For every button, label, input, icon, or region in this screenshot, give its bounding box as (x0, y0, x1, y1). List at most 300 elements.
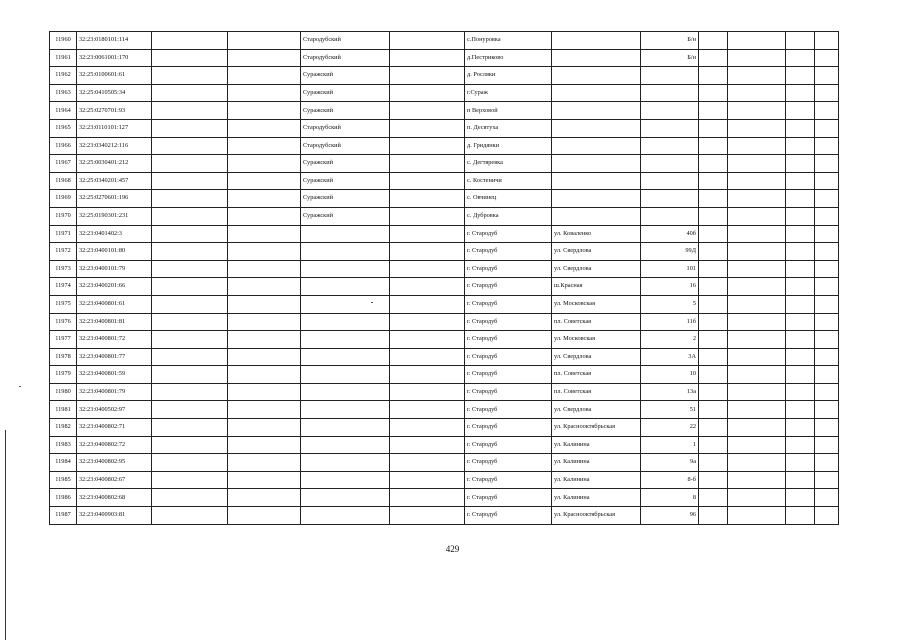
cell-cadastral-number: 32:23:0340212:116 (77, 137, 152, 155)
cell-empty (228, 190, 301, 208)
cell-house-number: 40б (641, 225, 699, 243)
table-row (50, 84, 839, 102)
cell-empty (228, 49, 301, 67)
cell-house-number: 101 (641, 260, 699, 278)
cell-settlement: г. Стародуб (465, 331, 552, 349)
table-row (50, 436, 839, 454)
cell-empty (228, 260, 301, 278)
cell-row-number: 11962 (50, 67, 77, 85)
cell-settlement: г. Стародуб (465, 436, 552, 454)
cell-empty (152, 383, 228, 401)
table-row (50, 225, 839, 243)
cell-empty (228, 331, 301, 349)
cell-street (552, 172, 641, 190)
cell-street (552, 67, 641, 85)
cell-cadastral-number: 32:23:0400801:59 (77, 366, 152, 384)
cell-cadastral-number: 32:25:0270701:93 (77, 102, 152, 120)
table-row (50, 348, 839, 366)
cell-street (552, 49, 641, 67)
cell-empty (815, 331, 839, 349)
cell-settlement: с. Дубровка (465, 207, 552, 225)
cell-street: ул. Свердлова (552, 348, 641, 366)
cell-cadastral-number: 32:23:0061001:170 (77, 49, 152, 67)
cell-settlement: г. Стародуб (465, 401, 552, 419)
cell-empty (815, 102, 839, 120)
cell-row-number: 11984 (50, 454, 77, 472)
cell-empty (152, 436, 228, 454)
cell-cadastral-number: 32:25:0190301:231 (77, 207, 152, 225)
cell-cadastral-number: 32:25:0270601:196 (77, 190, 152, 208)
cell-district: Стародубский (301, 49, 390, 67)
cell-district: Суражский (301, 102, 390, 120)
cell-settlement: г. Стародуб (465, 348, 552, 366)
cell-district: Суражский (301, 155, 390, 173)
cell-empty (228, 383, 301, 401)
cell-row-number: 11960 (50, 32, 77, 50)
cell-empty (228, 137, 301, 155)
cell-empty (152, 348, 228, 366)
cell-empty (390, 49, 465, 67)
cell-empty (815, 67, 839, 85)
cell-house-number: Б/н (641, 49, 699, 67)
cell-cadastral-number: 32:23:0400903:81 (77, 507, 152, 525)
cell-empty (390, 331, 465, 349)
cell-empty (152, 84, 228, 102)
cell-empty (728, 366, 786, 384)
cell-empty (152, 366, 228, 384)
table-row (50, 102, 839, 120)
cell-district (301, 348, 390, 366)
cell-district (301, 331, 390, 349)
cell-cadastral-number: 32:23:0400802:67 (77, 471, 152, 489)
cell-cadastral-number: 32:23:0400201:66 (77, 278, 152, 296)
cell-settlement: г. Стародуб (465, 383, 552, 401)
cell-street: ул. Калинина (552, 454, 641, 472)
cell-street: ш.Красная (552, 278, 641, 296)
cell-settlement: д. Гридянки (465, 137, 552, 155)
cell-empty (699, 401, 728, 419)
cell-empty (390, 313, 465, 331)
cell-row-number: 11987 (50, 507, 77, 525)
cell-settlement: г. Стародуб (465, 471, 552, 489)
cell-empty (728, 155, 786, 173)
cell-empty (786, 348, 815, 366)
cell-house-number: 99Д (641, 243, 699, 261)
cell-cadastral-number: 32:23:0400802:68 (77, 489, 152, 507)
cell-empty (815, 278, 839, 296)
cell-empty (786, 102, 815, 120)
cell-cadastral-number: 32:23:0400801:72 (77, 331, 152, 349)
cell-empty (152, 278, 228, 296)
cell-empty (228, 419, 301, 437)
cell-empty (728, 172, 786, 190)
cell-house-number: 11б (641, 313, 699, 331)
cell-empty (786, 207, 815, 225)
cell-empty (728, 348, 786, 366)
cell-house-number: 13а (641, 383, 699, 401)
cell-empty (728, 383, 786, 401)
cell-house-number: 1 (641, 436, 699, 454)
cell-empty (728, 295, 786, 313)
cell-empty (815, 419, 839, 437)
cell-settlement: г. Стародуб (465, 295, 552, 313)
cell-house-number (641, 84, 699, 102)
cell-empty (786, 366, 815, 384)
cell-row-number: 11964 (50, 102, 77, 120)
cell-empty (152, 419, 228, 437)
cell-empty (390, 401, 465, 419)
table-row (50, 260, 839, 278)
table-row (50, 243, 839, 261)
cell-street: ул. Калинина (552, 436, 641, 454)
cell-empty (699, 419, 728, 437)
table-row (50, 489, 839, 507)
cell-empty (152, 401, 228, 419)
cell-district: Стародубский (301, 119, 390, 137)
cell-empty (390, 172, 465, 190)
cell-district (301, 366, 390, 384)
cell-empty (815, 243, 839, 261)
cell-empty (786, 172, 815, 190)
cell-house-number (641, 119, 699, 137)
cell-empty (390, 489, 465, 507)
cell-empty (699, 207, 728, 225)
cell-district (301, 419, 390, 437)
cell-empty (786, 137, 815, 155)
cell-empty (786, 225, 815, 243)
cell-district: Суражский (301, 207, 390, 225)
cell-empty (152, 67, 228, 85)
cell-empty (815, 137, 839, 155)
cell-empty (699, 49, 728, 67)
table-row (50, 471, 839, 489)
cell-district (301, 471, 390, 489)
scan-edge-line (5, 430, 6, 640)
cell-empty (390, 225, 465, 243)
cell-house-number: 96 (641, 507, 699, 525)
cell-empty (228, 507, 301, 525)
cell-settlement: г. Стародуб (465, 507, 552, 525)
cell-empty (228, 119, 301, 137)
cell-empty (390, 348, 465, 366)
cell-empty (786, 243, 815, 261)
cell-empty (390, 278, 465, 296)
cell-empty (728, 102, 786, 120)
cell-empty (152, 507, 228, 525)
cell-house-number (641, 190, 699, 208)
cell-empty (228, 489, 301, 507)
cell-empty (786, 507, 815, 525)
scan-speck (19, 386, 21, 387)
cell-empty (786, 436, 815, 454)
cell-empty (228, 225, 301, 243)
cell-empty (390, 32, 465, 50)
cell-cadastral-number: 32:23:0180101:114 (77, 32, 152, 50)
cell-empty (815, 366, 839, 384)
cell-empty (815, 119, 839, 137)
cell-cadastral-number: 32:25:0410505:34 (77, 84, 152, 102)
cell-empty (786, 331, 815, 349)
table-row (50, 119, 839, 137)
cell-empty (152, 207, 228, 225)
cell-empty (390, 155, 465, 173)
cell-empty (815, 207, 839, 225)
registry-table (49, 31, 839, 525)
cell-house-number (641, 207, 699, 225)
cell-house-number: 16 (641, 278, 699, 296)
cell-empty (390, 207, 465, 225)
cell-street (552, 102, 641, 120)
cell-empty (699, 331, 728, 349)
cell-house-number: 8-б (641, 471, 699, 489)
cell-street: ул. Калинина (552, 489, 641, 507)
cell-cadastral-number: 32:23:0400801:61 (77, 295, 152, 313)
table-row (50, 155, 839, 173)
registry-table-body (50, 32, 839, 525)
cell-empty (390, 243, 465, 261)
cell-empty (786, 155, 815, 173)
cell-district (301, 401, 390, 419)
cell-settlement: д. Росляки (465, 67, 552, 85)
table-row (50, 172, 839, 190)
cell-cadastral-number: 32:25:0100601:61 (77, 67, 152, 85)
cell-settlement: г. Стародуб (465, 313, 552, 331)
scan-speck (371, 302, 373, 303)
cell-empty (152, 260, 228, 278)
cell-row-number: 11965 (50, 119, 77, 137)
cell-district (301, 454, 390, 472)
cell-row-number: 11974 (50, 278, 77, 296)
cell-empty (815, 507, 839, 525)
cell-cadastral-number: 32:23:0400802:72 (77, 436, 152, 454)
table-row (50, 67, 839, 85)
cell-row-number: 11977 (50, 331, 77, 349)
table-row (50, 313, 839, 331)
cell-district: Стародубский (301, 137, 390, 155)
cell-street (552, 155, 641, 173)
cell-settlement: г. Стародуб (465, 454, 552, 472)
cell-street: пл. Советская (552, 366, 641, 384)
cell-district: Суражский (301, 172, 390, 190)
cell-empty (815, 348, 839, 366)
cell-empty (228, 172, 301, 190)
cell-empty (228, 401, 301, 419)
cell-empty (815, 313, 839, 331)
table-row (50, 278, 839, 296)
cell-row-number: 11979 (50, 366, 77, 384)
cell-settlement: г. Стародуб (465, 260, 552, 278)
cell-house-number: Б/н (641, 32, 699, 50)
cell-empty (390, 119, 465, 137)
cell-district (301, 243, 390, 261)
cell-street (552, 137, 641, 155)
cell-empty (815, 383, 839, 401)
cell-cadastral-number: 32:23:0400101:79 (77, 260, 152, 278)
cell-row-number: 11963 (50, 84, 77, 102)
cell-empty (390, 67, 465, 85)
cell-settlement: г. Стародуб (465, 489, 552, 507)
cell-empty (699, 348, 728, 366)
cell-empty (390, 190, 465, 208)
cell-house-number: 3А (641, 348, 699, 366)
cell-house-number: 22 (641, 419, 699, 437)
cell-empty (728, 436, 786, 454)
cell-empty (699, 436, 728, 454)
cell-row-number: 11978 (50, 348, 77, 366)
cell-empty (786, 383, 815, 401)
cell-street: ул. Калинина (552, 471, 641, 489)
cell-cadastral-number: 32:23:0400502:97 (77, 401, 152, 419)
cell-empty (390, 102, 465, 120)
cell-empty (815, 401, 839, 419)
cell-empty (699, 295, 728, 313)
cell-district: Суражский (301, 190, 390, 208)
cell-district: Стародубский (301, 32, 390, 50)
cell-empty (699, 84, 728, 102)
cell-empty (786, 49, 815, 67)
cell-empty (228, 313, 301, 331)
cell-row-number: 11985 (50, 471, 77, 489)
cell-empty (152, 313, 228, 331)
cell-row-number: 11971 (50, 225, 77, 243)
cell-settlement: г. Стародуб (465, 278, 552, 296)
cell-empty (228, 436, 301, 454)
cell-empty (786, 84, 815, 102)
cell-empty (228, 295, 301, 313)
cell-empty (699, 278, 728, 296)
cell-row-number: 11968 (50, 172, 77, 190)
table-row (50, 383, 839, 401)
cell-empty (228, 84, 301, 102)
table-row (50, 507, 839, 525)
cell-street: пл. Советская (552, 383, 641, 401)
cell-empty (390, 84, 465, 102)
cell-settlement: д.Пестриково (465, 49, 552, 67)
cell-street (552, 207, 641, 225)
cell-row-number: 11973 (50, 260, 77, 278)
cell-empty (699, 155, 728, 173)
cell-house-number: 10 (641, 366, 699, 384)
cell-empty (815, 436, 839, 454)
cell-cadastral-number: 32:25:0030401:212 (77, 155, 152, 173)
cell-empty (728, 401, 786, 419)
cell-row-number: 11981 (50, 401, 77, 419)
cell-empty (152, 137, 228, 155)
cell-empty (815, 471, 839, 489)
cell-empty (152, 295, 228, 313)
cell-empty (728, 419, 786, 437)
cell-house-number: 5 (641, 295, 699, 313)
cell-empty (699, 260, 728, 278)
cell-settlement: г. Стародуб (465, 366, 552, 384)
cell-settlement: с.Понуровка (465, 32, 552, 50)
cell-row-number: 11970 (50, 207, 77, 225)
cell-empty (728, 207, 786, 225)
cell-empty (390, 454, 465, 472)
cell-empty (228, 278, 301, 296)
cell-empty (228, 366, 301, 384)
cell-row-number: 11983 (50, 436, 77, 454)
cell-empty (228, 32, 301, 50)
cell-row-number: 11966 (50, 137, 77, 155)
cell-empty (699, 313, 728, 331)
cell-street: ул. Коваленко (552, 225, 641, 243)
cell-cadastral-number: 32:23:0401402:3 (77, 225, 152, 243)
cell-empty (699, 383, 728, 401)
cell-empty (728, 331, 786, 349)
cell-empty (786, 260, 815, 278)
cell-empty (786, 419, 815, 437)
cell-empty (152, 454, 228, 472)
cell-street: ул. Свердлова (552, 243, 641, 261)
cell-street: пл. Советская (552, 313, 641, 331)
table-row (50, 190, 839, 208)
cell-house-number (641, 155, 699, 173)
table-row (50, 454, 839, 472)
cell-row-number: 11975 (50, 295, 77, 313)
cell-settlement: с. Костеничи (465, 172, 552, 190)
cell-row-number: 11969 (50, 190, 77, 208)
cell-empty (228, 67, 301, 85)
table-row (50, 366, 839, 384)
cell-empty (786, 471, 815, 489)
cell-district (301, 260, 390, 278)
table-row (50, 295, 839, 313)
cell-empty (152, 155, 228, 173)
cell-street: ул. Краснооктябрьская (552, 419, 641, 437)
cell-street: ул. Московская (552, 331, 641, 349)
cell-district (301, 225, 390, 243)
cell-empty (728, 489, 786, 507)
cell-empty (815, 295, 839, 313)
cell-empty (390, 295, 465, 313)
cell-empty (228, 243, 301, 261)
cell-cadastral-number: 32:23:0400801:77 (77, 348, 152, 366)
cell-row-number: 11961 (50, 49, 77, 67)
table-row (50, 331, 839, 349)
cell-settlement: с. Овчинец (465, 190, 552, 208)
cell-empty (152, 119, 228, 137)
cell-settlement: г. Стародуб (465, 225, 552, 243)
cell-empty (815, 454, 839, 472)
cell-settlement: г. Стародуб (465, 419, 552, 437)
cell-district (301, 507, 390, 525)
cell-row-number: 11976 (50, 313, 77, 331)
table-row (50, 137, 839, 155)
cell-empty (728, 454, 786, 472)
cell-house-number: 8 (641, 489, 699, 507)
cell-empty (152, 243, 228, 261)
table-row (50, 207, 839, 225)
cell-empty (728, 278, 786, 296)
cell-empty (699, 454, 728, 472)
cell-row-number: 11967 (50, 155, 77, 173)
cell-street (552, 190, 641, 208)
cell-district: Суражский (301, 84, 390, 102)
cell-cadastral-number: 32:23:0400101:80 (77, 243, 152, 261)
cell-cadastral-number: 32:23:0400802:95 (77, 454, 152, 472)
cell-street (552, 32, 641, 50)
cell-empty (786, 489, 815, 507)
cell-empty (786, 67, 815, 85)
cell-empty (390, 507, 465, 525)
cell-empty (728, 471, 786, 489)
cell-street (552, 119, 641, 137)
cell-empty (728, 225, 786, 243)
cell-empty (815, 155, 839, 173)
cell-empty (728, 507, 786, 525)
cell-empty (699, 243, 728, 261)
